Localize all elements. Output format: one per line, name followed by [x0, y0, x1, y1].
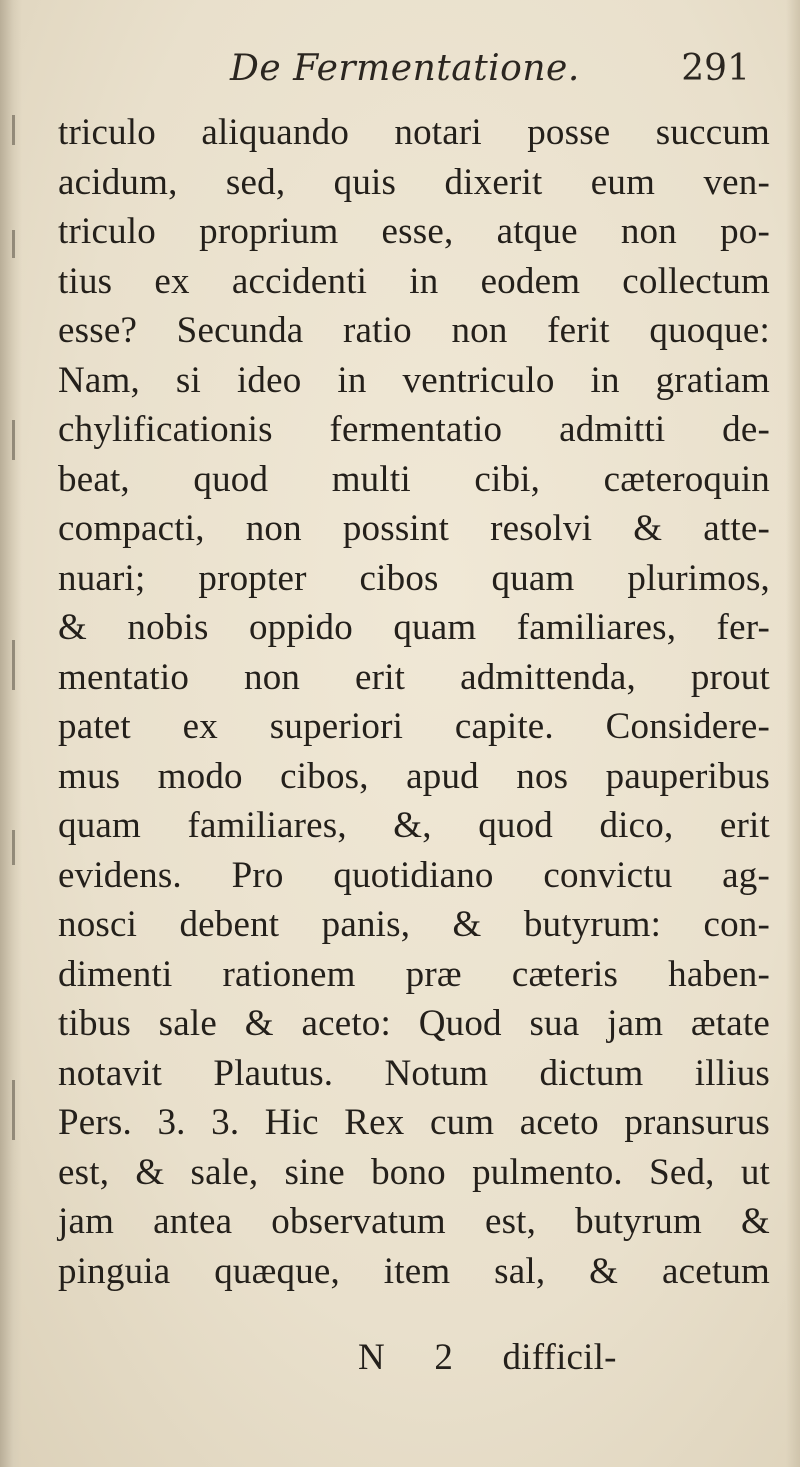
- text-line: Pers. 3. 3. Hic Rex cum aceto pransurus: [58, 1102, 770, 1143]
- binding-gutter: [0, 0, 22, 1467]
- text-line: notavit Plautus. Notum dictum illius: [58, 1052, 770, 1094]
- text-line: triculo proprium esse, atque non po-: [58, 211, 770, 252]
- gutter-shadow-mark: [12, 640, 15, 690]
- signature-catchword-line: [58, 1333, 770, 1383]
- text-line: acidum, sed, quis dixerit eum ven-: [58, 161, 770, 203]
- text-line: esse? Secunda ratio non ferit quoque:: [58, 310, 770, 351]
- text-line: dimenti rationem præ cæteris haben-: [58, 953, 770, 995]
- text-line: & nobis oppido quam familiares, fer-: [58, 607, 770, 648]
- text-line: jam antea observatum est, butyrum &: [58, 1201, 770, 1242]
- text-line: tius ex accidenti in eodem collectum: [58, 260, 770, 302]
- body-text: [58, 108, 770, 1296]
- text-line: mus modo cibos, apud nos pauperibus: [58, 755, 770, 797]
- text-line: patet ex superiori capite. Considere-: [58, 706, 770, 747]
- text-line: mentatio non erit admittenda, prout: [58, 656, 770, 698]
- gutter-shadow-mark: [12, 830, 15, 865]
- page-header: [230, 48, 750, 108]
- text-line: est, & sale, sine bono pulmento. Sed, ut: [58, 1151, 770, 1193]
- text-line: nosci debent panis, & butyrum: con-: [58, 904, 770, 945]
- text-line: tibus sale & aceto: Quod sua jam ætate: [58, 1003, 770, 1044]
- text-line: beat, quod multi cibi, cæteroquin: [58, 458, 770, 500]
- gutter-shadow-mark: [12, 420, 15, 460]
- text-line: evidens. Pro quotidiano convictu ag-: [58, 854, 770, 896]
- text-line: compacti, non possint resolvi & atte-: [58, 508, 770, 549]
- catchword: N 2 difficil-: [358, 1337, 617, 1378]
- text-line: triculo aliquando notari posse succum: [58, 112, 770, 153]
- text-line: Nam, si ideo in ventriculo in gratiam: [58, 359, 770, 401]
- page-edge-shadow: [786, 0, 800, 1467]
- gutter-shadow-mark: [12, 230, 15, 258]
- text-line: quam familiares, &, quod dico, erit: [58, 805, 770, 846]
- text-line: nuari; propter cibos quam plurimos,: [58, 557, 770, 599]
- gutter-shadow-mark: [12, 115, 15, 145]
- page-number: 291: [681, 48, 750, 89]
- text-line: pinguia quæque, item sal, & acetum: [58, 1250, 770, 1292]
- text-line: chylificationis fermentatio admitti de-: [58, 409, 770, 450]
- gutter-shadow-mark: [12, 1080, 15, 1140]
- running-title: De Fermentatione.: [230, 48, 580, 89]
